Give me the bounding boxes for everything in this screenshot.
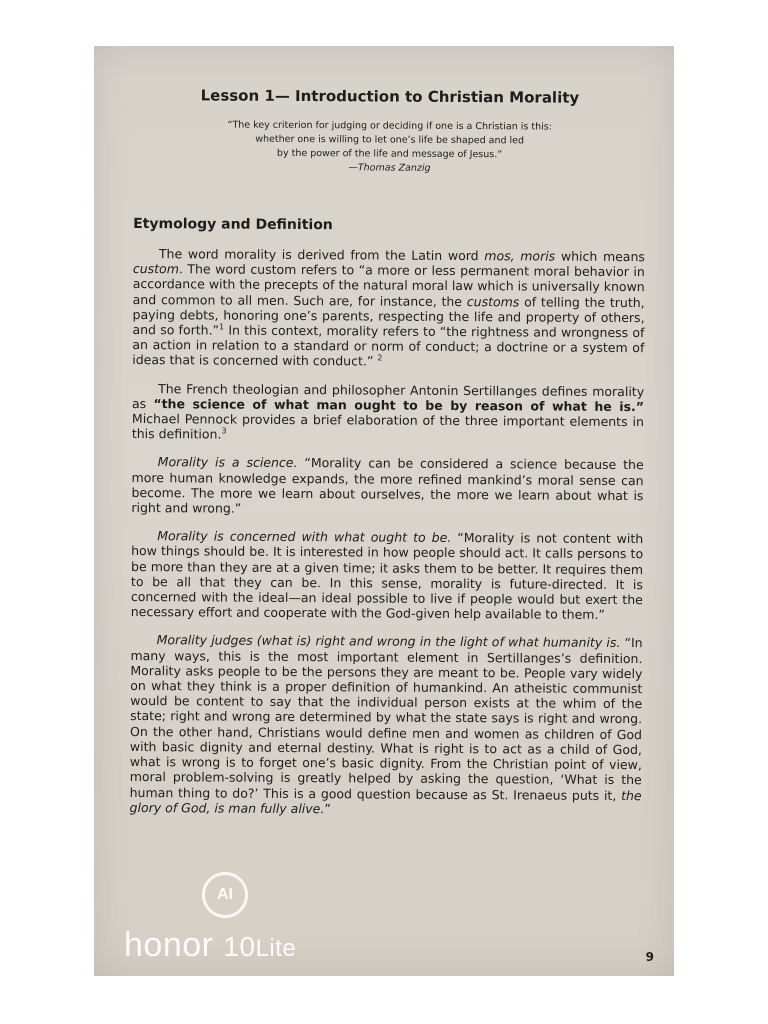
text-run-bold: “the science of what man ought to be by reason of what he is.”: [153, 395, 645, 414]
text-run-italic: Morality judges (what is) right and wrong in the light of what humanity is.: [156, 632, 621, 651]
lesson-title: Lesson 1— Introduction to Christian Morality: [200, 86, 580, 107]
paragraph-etymology: [132, 246, 645, 371]
epigraph-line: whether one is willing to let one’s life be shaped and led: [255, 133, 525, 147]
paragraph-ought: [131, 528, 644, 622]
text-run: . The word custom refers to “a more or less permanent moral behavior in accordance with the precepts of the natural moral law which is universally known and common to all men. Such are, for instance, the: [132, 261, 645, 309]
text-run: “Morality is not content with how things should be. It is interested in how people should act. It calls persons to be more than they are at a given time; it asks them to be better. It requires them to be all that they can be. In this sense, morality is future-directed. It is concerned with the ideal—an ideal possible to live if people would but exert the necessary effort and cooperate with the God-given help available to them.”: [130, 530, 644, 623]
text-run: which means: [555, 248, 645, 265]
text-run: The French theologian and philosopher Antonin Sertillanges defines morality as: [131, 380, 645, 411]
section-heading: Etymology and Definition: [133, 215, 333, 234]
page-number: 9: [645, 950, 654, 964]
text-run-italic: mos, moris: [484, 248, 556, 264]
paragraph-humanity: [130, 632, 643, 818]
text-run: Michael Pennock provides a brief elaboration of the three important elements in this definition.: [131, 411, 644, 442]
brand-name: honor: [124, 926, 214, 964]
text-run-italic: Morality is a science.: [157, 454, 298, 471]
epigraph-quote: [133, 118, 645, 177]
paragraph-sertillanges: [132, 381, 644, 445]
text-run: ”: [324, 800, 331, 816]
epigraph-line: by the power of the life and message of Jesus.”: [276, 147, 503, 161]
footnote-marker: 2: [377, 353, 383, 363]
brand-model: 10: [223, 931, 256, 962]
text-run-italic: customs: [466, 293, 520, 309]
book-page-photo: [94, 46, 674, 976]
paragraph-science: [131, 454, 643, 518]
footnote-marker: 1: [219, 322, 225, 332]
text-run: of telling the truth, paying debts, honoring one’s parents, respecting the life and property of others, and so forth.”: [132, 293, 645, 338]
page-content: [129, 82, 646, 831]
text-run: In this context, morality refers to “the rightness and wrongness of an action in relation to a standard or norm of conduct; a doctrine or a system of ideas that is concerned with conduct.”: [132, 322, 645, 369]
text-run: “In many ways, this is the most important element in Sertillanges’s definition. Morality asks people to be the persons they are meant to be. People vary widely on what they think is a proper definition of humankind. An atheistic communist would be content to say that the individual person exists at the whim of the state; right and wrong are determined by what the state says is right and wrong. On the other hand, Christians would define men and women as children of God with basic dignity and eternal destiny. What is right is to act as a child of God, what is wrong is to forget one’s basic dignity. From the Christian point of view, moral problem-solving is greatly helped by asking the question, ‘What is the human thing to do?’ This is a good question because as St. Irenaeus puts it,: [129, 635, 643, 803]
text-run: The word morality is derived from the Latin word: [158, 246, 485, 264]
text-run-italic: the glory of God, is man fully alive.: [129, 787, 642, 816]
text-run-italic: custom: [132, 261, 179, 277]
text-run-italic: Morality is concerned with what ought to be.: [157, 528, 452, 546]
ai-camera-badge-icon: AI: [202, 872, 248, 918]
epigraph-line: “The key criterion for judging or deciding if one is a Christian is this:: [227, 119, 552, 133]
text-run: “Morality can be considered a science because the more human knowledge expands, the more refined mankind’s moral sense can become. The more we learn about ourselves, the more we learn about what is right and wrong.”: [131, 455, 644, 516]
footnote-marker: 3: [221, 426, 227, 436]
epigraph-attribution: —Thomas Zanzig: [348, 162, 431, 174]
brand-variant: Lite: [255, 935, 297, 962]
camera-brand-watermark: [124, 926, 296, 965]
